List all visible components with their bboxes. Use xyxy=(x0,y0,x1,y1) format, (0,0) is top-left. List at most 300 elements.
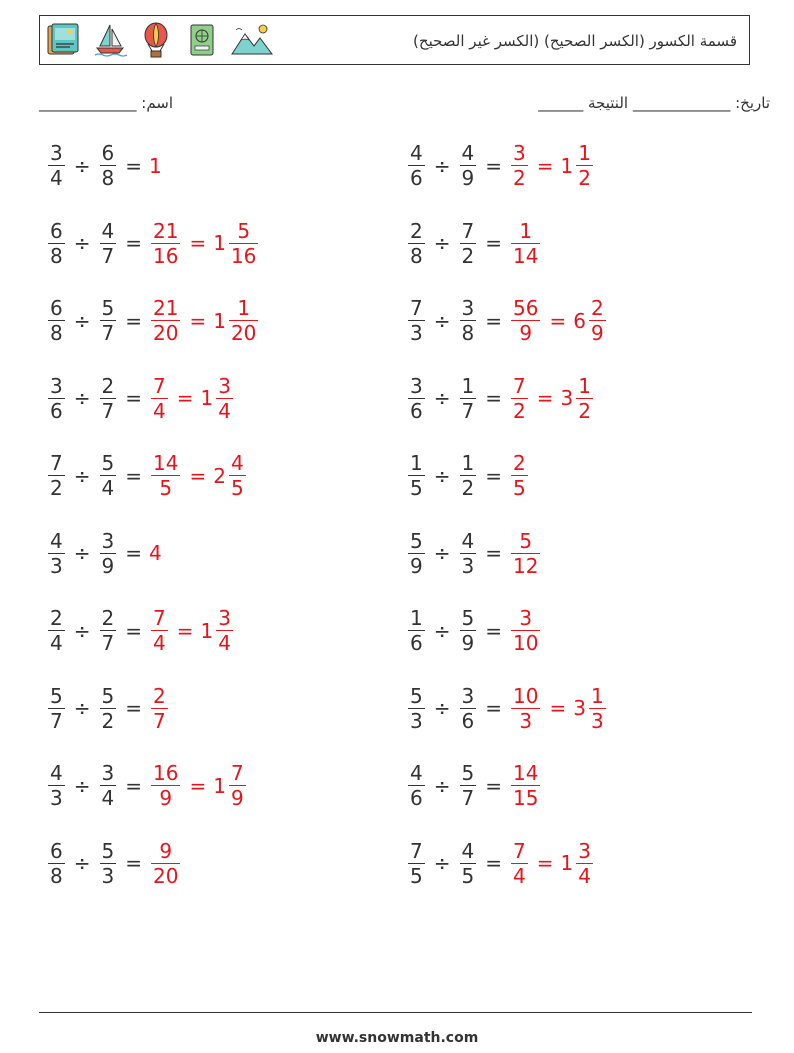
answer-part xyxy=(509,143,530,188)
divisor-fraction xyxy=(460,683,477,733)
numerator: 1 xyxy=(461,451,475,475)
answer-part xyxy=(509,838,530,888)
date-score-field[interactable]: تاريخ: _____________ النتيجة ______ xyxy=(538,94,770,112)
equals-sign: = xyxy=(125,386,142,410)
denominator: 6 xyxy=(410,166,423,190)
denominator: 4 xyxy=(101,476,115,500)
problem-item xyxy=(406,143,595,188)
denominator: 3 xyxy=(50,553,63,578)
numerator: 2 xyxy=(153,683,166,708)
denominator: 2 xyxy=(513,166,526,190)
denominator: 9 xyxy=(151,785,180,808)
denominator: 8 xyxy=(50,863,63,888)
answer-part xyxy=(530,373,595,423)
equals-sign: = xyxy=(125,231,142,255)
answer-part xyxy=(149,298,182,343)
equals-sign: = xyxy=(189,308,207,333)
answer-part xyxy=(182,453,247,498)
equals-sign: = xyxy=(549,696,567,720)
numerator: 7 xyxy=(230,761,244,785)
divide-sign: ÷ xyxy=(73,153,91,178)
answer-fraction xyxy=(151,763,180,808)
answer-fraction xyxy=(511,683,540,733)
answer-fraction xyxy=(576,143,593,188)
hot-air-balloon-icon xyxy=(138,22,174,58)
answer-fraction xyxy=(576,373,593,423)
numerator: 1 xyxy=(578,141,591,165)
whole-number: 1 xyxy=(200,386,214,410)
whole-number: 1 xyxy=(213,308,226,333)
numerator: 5 xyxy=(461,606,475,630)
answer-part xyxy=(509,453,530,498)
numerator: 7 xyxy=(513,373,526,398)
numerator: 3 xyxy=(461,683,475,708)
denominator: 6 xyxy=(410,398,423,423)
numerator: 1 xyxy=(519,218,533,243)
denominator: 10 xyxy=(513,631,539,655)
answer-part xyxy=(509,373,530,423)
numerator: 7 xyxy=(153,373,166,398)
denominator: 5 xyxy=(513,476,526,500)
dividend-fraction xyxy=(408,763,425,808)
equals-sign: = xyxy=(536,386,554,410)
denominator: 9 xyxy=(461,166,475,190)
denominator: 7 xyxy=(101,243,115,268)
divisor-fraction xyxy=(100,528,117,578)
answer-fraction xyxy=(511,838,528,888)
equals-sign: = xyxy=(485,463,502,488)
answer-fraction xyxy=(589,298,606,343)
denominator: 2 xyxy=(50,476,63,500)
worksheet-title: قسمة الكسور (الكسر الصحيح) (الكسر غير الصحيح) xyxy=(413,32,737,50)
problem-item xyxy=(46,218,260,268)
answer-fraction xyxy=(511,298,540,343)
answer-part xyxy=(182,218,260,268)
answer-part xyxy=(509,608,542,653)
equals-sign: = xyxy=(189,231,207,255)
denominator: 3 xyxy=(101,863,115,888)
denominator: 9 xyxy=(590,321,604,345)
numerator: 3 xyxy=(410,373,423,398)
dividend-fraction xyxy=(48,608,65,653)
numerator: 5 xyxy=(101,451,115,475)
numerator: 3 xyxy=(461,296,475,320)
divisor-fraction xyxy=(100,453,117,498)
answer-fraction xyxy=(151,683,168,733)
numerator: 2 xyxy=(101,373,115,398)
equals-sign: = xyxy=(189,773,207,798)
dividend-fraction xyxy=(408,373,425,423)
equals-sign: = xyxy=(485,541,502,565)
numerator: 4 xyxy=(461,141,475,165)
divisor-fraction xyxy=(460,218,477,268)
name-field[interactable]: اسم: _____________ xyxy=(39,94,174,112)
problem-item xyxy=(46,298,260,343)
denominator: 7 xyxy=(101,321,115,345)
answer-part xyxy=(542,298,607,343)
answer-fraction xyxy=(151,838,180,888)
whole-number: 1 xyxy=(560,153,574,178)
denominator: 5 xyxy=(410,476,423,500)
problem-item xyxy=(46,528,163,578)
answer-fraction xyxy=(151,453,180,498)
denominator: 4 xyxy=(101,786,115,810)
answer-fraction xyxy=(511,373,528,423)
divide-sign: ÷ xyxy=(433,153,451,178)
problem-item xyxy=(406,528,542,578)
answer-fraction xyxy=(229,298,258,343)
problem-item xyxy=(46,453,248,498)
numerator: 3 xyxy=(218,606,231,630)
problem-item xyxy=(406,838,595,888)
numerator: 1 xyxy=(410,451,423,475)
passport-icon xyxy=(184,22,220,58)
divisor-fraction xyxy=(100,373,117,423)
denominator: 16 xyxy=(230,243,257,268)
divide-sign: ÷ xyxy=(433,773,451,798)
numerator: 4 xyxy=(101,218,115,243)
divisor-fraction xyxy=(100,143,117,188)
dividend-fraction xyxy=(48,373,65,423)
equals-sign: = xyxy=(125,696,142,720)
equals-sign: = xyxy=(485,231,502,255)
worksheet-header xyxy=(39,15,750,65)
dividend-fraction xyxy=(408,683,425,733)
divisor-fraction xyxy=(460,373,477,423)
equals-sign: = xyxy=(125,153,142,178)
dividend-fraction xyxy=(48,143,65,188)
whole-number: 1 xyxy=(213,773,226,798)
footer-url: www.snowmath.com xyxy=(315,1030,479,1046)
answer-part xyxy=(170,608,235,653)
dividend-fraction xyxy=(408,298,425,343)
denominator: 9 xyxy=(230,786,244,810)
dividend-fraction xyxy=(48,298,65,343)
answer-fraction xyxy=(229,218,258,268)
problem-item xyxy=(46,373,235,423)
answer-fraction xyxy=(589,683,606,733)
numerator: 4 xyxy=(461,528,475,553)
numerator: 5 xyxy=(101,683,115,708)
denominator: 8 xyxy=(461,321,475,345)
answer-part xyxy=(149,453,182,498)
numerator: 5 xyxy=(237,218,251,243)
numerator: 3 xyxy=(101,761,115,785)
denominator: 7 xyxy=(461,786,475,810)
divide-sign: ÷ xyxy=(73,231,91,255)
header-icons xyxy=(46,22,274,58)
problem-item xyxy=(406,218,542,268)
problem-item xyxy=(406,608,542,653)
equals-sign: = xyxy=(485,696,502,720)
numerator: 3 xyxy=(519,606,533,630)
divisor-fraction xyxy=(460,143,477,188)
divisor-fraction xyxy=(100,763,117,808)
numerator: 5 xyxy=(101,296,115,320)
denominator: 8 xyxy=(50,321,63,345)
denominator: 4 xyxy=(513,863,526,888)
divide-sign: ÷ xyxy=(73,618,91,643)
whole-number: 3 xyxy=(560,386,574,410)
divisor-fraction xyxy=(460,763,477,808)
denominator: 8 xyxy=(50,243,63,268)
problem-item xyxy=(406,298,608,343)
equals-sign: = xyxy=(485,851,502,875)
divisor-fraction xyxy=(460,298,477,343)
denominator: 7 xyxy=(153,708,166,733)
denominator: 3 xyxy=(590,708,604,733)
equals-sign: = xyxy=(125,308,142,333)
equals-sign: = xyxy=(125,541,142,565)
numerator: 4 xyxy=(50,528,63,553)
numerator: 5 xyxy=(101,838,115,863)
problem-item xyxy=(406,373,595,423)
whole-number: 3 xyxy=(573,696,586,720)
answer-part xyxy=(509,298,542,343)
numerator: 7 xyxy=(410,296,423,320)
numerator: 4 xyxy=(461,838,475,863)
divide-sign: ÷ xyxy=(73,308,91,333)
dividend-fraction xyxy=(408,838,425,888)
answer-part xyxy=(149,154,163,178)
answer-part xyxy=(530,838,595,888)
answer-fraction xyxy=(576,838,593,888)
denominator: 20 xyxy=(153,321,179,345)
numerator: 6 xyxy=(101,141,115,165)
answer-fraction xyxy=(229,763,246,808)
numerator: 3 xyxy=(513,141,526,165)
problem-item xyxy=(46,838,182,888)
dividend-fraction xyxy=(48,683,65,733)
problem-item xyxy=(406,683,608,733)
answer-part xyxy=(530,143,595,188)
answer-fraction xyxy=(216,608,233,653)
denominator: 8 xyxy=(101,166,115,190)
denominator: 5 xyxy=(151,475,180,498)
dividend-fraction xyxy=(48,763,65,808)
denominator: 3 xyxy=(50,786,63,810)
denominator: 2 xyxy=(101,708,115,733)
divide-sign: ÷ xyxy=(433,386,451,410)
answer-part xyxy=(182,763,247,808)
answer-fraction xyxy=(511,528,540,578)
denominator: 9 xyxy=(511,320,540,343)
dividend-fraction xyxy=(408,528,425,578)
divisor-fraction xyxy=(100,838,117,888)
numerator: 3 xyxy=(578,838,591,863)
numerator: 5 xyxy=(410,528,423,553)
dividend-fraction xyxy=(48,838,65,888)
denominator: 6 xyxy=(410,786,423,810)
denominator: 3 xyxy=(511,708,540,731)
denominator: 12 xyxy=(513,553,539,578)
numerator: 7 xyxy=(50,451,63,475)
denominator: 3 xyxy=(410,708,423,733)
mountains-icon xyxy=(230,22,274,58)
answer-fraction xyxy=(151,298,180,343)
denominator: 15 xyxy=(513,786,539,810)
numerator: 1 xyxy=(461,373,475,398)
equals-sign: = xyxy=(176,618,194,643)
answer-fraction xyxy=(511,218,540,268)
denominator: 7 xyxy=(101,631,115,655)
equals-sign: = xyxy=(189,463,207,488)
denominator: 20 xyxy=(153,863,179,888)
problem-item xyxy=(46,608,235,653)
numerator: 56 xyxy=(513,296,539,320)
whole-number: 1 xyxy=(200,618,214,643)
denominator: 8 xyxy=(410,243,423,268)
dividend-fraction xyxy=(408,608,425,653)
equals-sign: = xyxy=(485,153,502,178)
numerator: 4 xyxy=(50,761,63,785)
denominator: 5 xyxy=(230,476,244,500)
numerator: 1 xyxy=(237,296,251,320)
answer-part xyxy=(149,608,170,653)
equals-sign: = xyxy=(485,618,502,643)
denominator: 4 xyxy=(218,398,231,423)
denominator: 4 xyxy=(50,631,63,655)
numerator: 5 xyxy=(410,683,423,708)
equals-sign: = xyxy=(485,773,502,798)
denominator: 2 xyxy=(461,476,475,500)
divide-sign: ÷ xyxy=(73,541,91,565)
divisor-fraction xyxy=(460,453,477,498)
divide-sign: ÷ xyxy=(433,308,451,333)
divide-sign: ÷ xyxy=(73,386,91,410)
answer-part xyxy=(149,683,170,733)
answer-part xyxy=(509,528,542,578)
numerator: 3 xyxy=(101,528,115,553)
problem-item xyxy=(406,453,530,498)
denominator: 20 xyxy=(230,321,257,345)
answer-fraction xyxy=(229,453,246,498)
equals-sign: = xyxy=(125,463,142,488)
answer-fraction xyxy=(151,608,168,653)
denominator: 7 xyxy=(461,398,475,423)
whole-number: 6 xyxy=(573,308,586,333)
denominator: 9 xyxy=(461,631,475,655)
whole-number: 1 xyxy=(560,851,574,875)
numerator: 2 xyxy=(50,606,63,630)
numerator: 3 xyxy=(50,373,63,398)
numerator: 4 xyxy=(410,141,423,165)
denominator: 3 xyxy=(461,553,475,578)
dividend-fraction xyxy=(408,453,425,498)
denominator: 4 xyxy=(50,166,63,190)
divisor-fraction xyxy=(460,838,477,888)
answer-fraction xyxy=(511,763,540,808)
whole-number: 4 xyxy=(149,541,162,565)
answer-part xyxy=(149,541,163,565)
numerator: 9 xyxy=(159,838,173,863)
divide-sign: ÷ xyxy=(433,696,451,720)
numerator: 1 xyxy=(578,373,591,398)
denominator: 4 xyxy=(153,631,166,655)
denominator: 2 xyxy=(513,398,526,423)
divisor-fraction xyxy=(100,683,117,733)
equals-sign: = xyxy=(485,308,502,333)
numerator: 5 xyxy=(519,528,533,553)
denominator: 7 xyxy=(50,708,63,733)
dividend-fraction xyxy=(408,143,425,188)
numerator: 2 xyxy=(590,296,604,320)
answer-part xyxy=(182,298,260,343)
divide-sign: ÷ xyxy=(73,851,91,875)
answer-part xyxy=(149,373,170,423)
answer-part xyxy=(149,838,182,888)
numerator: 14 xyxy=(153,451,179,475)
numerator: 2 xyxy=(101,606,115,630)
answer-part xyxy=(509,218,542,268)
divide-sign: ÷ xyxy=(433,541,451,565)
denominator: 5 xyxy=(410,863,423,888)
dividend-fraction xyxy=(48,453,65,498)
divisor-fraction xyxy=(460,608,477,653)
denominator: 9 xyxy=(101,553,115,578)
denominator: 7 xyxy=(101,398,115,423)
numerator: 6 xyxy=(50,218,63,243)
answer-part xyxy=(170,373,235,423)
numerator: 14 xyxy=(513,761,539,785)
answer-fraction xyxy=(151,218,180,268)
numerator: 1 xyxy=(410,606,423,630)
denominator: 2 xyxy=(578,166,591,190)
answer-fraction xyxy=(216,373,233,423)
answer-part xyxy=(509,763,542,808)
numerator: 2 xyxy=(410,218,423,243)
divide-sign: ÷ xyxy=(73,696,91,720)
denominator: 2 xyxy=(578,398,591,423)
numerator: 5 xyxy=(50,683,63,708)
divisor-fraction xyxy=(100,218,117,268)
divisor-fraction xyxy=(460,528,477,578)
dividend-fraction xyxy=(48,218,65,268)
numerator: 6 xyxy=(50,296,63,320)
denominator: 4 xyxy=(153,398,166,423)
numerator: 16 xyxy=(153,761,179,785)
postcards-icon xyxy=(46,22,82,58)
numerator: 2 xyxy=(513,451,526,475)
problem-item xyxy=(46,683,170,733)
denominator: 4 xyxy=(578,863,591,888)
answer-fraction xyxy=(511,608,540,653)
numerator: 10 xyxy=(513,683,539,708)
denominator: 16 xyxy=(153,243,179,268)
answer-fraction xyxy=(511,143,528,188)
dividend-fraction xyxy=(408,218,425,268)
problem-item xyxy=(406,763,542,808)
student-info xyxy=(39,94,770,118)
problem-item xyxy=(46,763,248,808)
numerator: 21 xyxy=(153,296,179,320)
equals-sign: = xyxy=(125,851,142,875)
whole-number: 1 xyxy=(213,231,226,255)
equals-sign: = xyxy=(176,386,194,410)
divide-sign: ÷ xyxy=(73,773,91,798)
answer-part xyxy=(149,763,182,808)
numerator: 6 xyxy=(50,838,63,863)
equals-sign: = xyxy=(549,308,567,333)
numerator: 7 xyxy=(153,606,166,630)
divide-sign: ÷ xyxy=(433,618,451,643)
denominator: 6 xyxy=(410,631,423,655)
answer-fraction xyxy=(151,373,168,423)
divide-sign: ÷ xyxy=(433,463,451,488)
answer-part xyxy=(149,218,182,268)
divide-sign: ÷ xyxy=(433,231,451,255)
whole-number: 2 xyxy=(213,463,226,488)
